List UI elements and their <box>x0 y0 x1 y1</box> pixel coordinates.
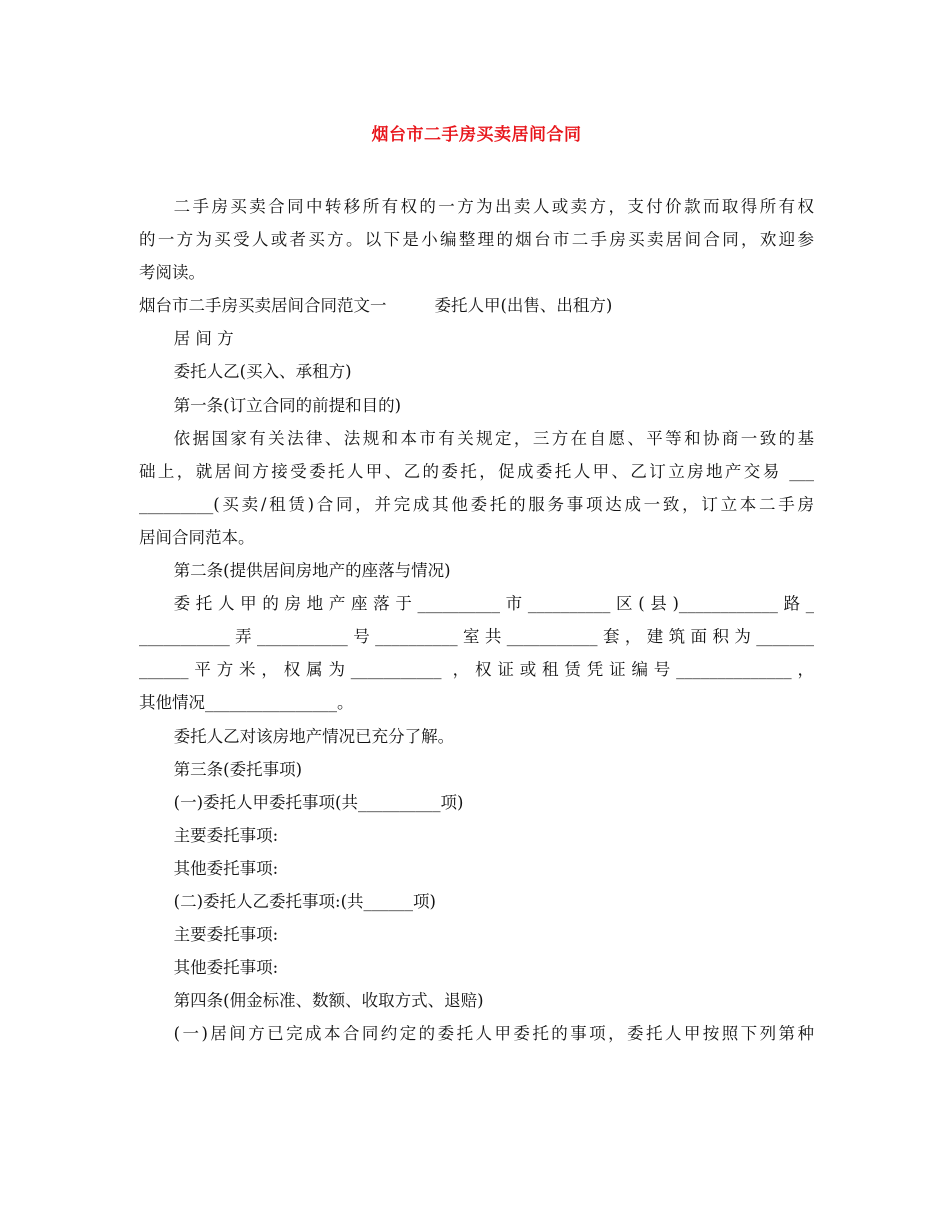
article-2-line-4: 其他情况________________。 <box>139 693 354 713</box>
article-3-other-2: 其他委托事项: <box>173 958 279 978</box>
article-3-other-1: 其他委托事项: <box>173 858 279 878</box>
article-1-line-1: 依据国家有关法律、法规和本市有关规定，三方在自愿、平等和协商一致的基 <box>173 428 814 448</box>
article-2-line-1: 委托人甲的房地产座落于__________市__________区(县)____________路_ <box>173 594 814 614</box>
intermediary-label: 居 间 方 <box>173 329 234 349</box>
intro-line-2: 的一方为买受人或者买方。以下是小编整理的烟台市二手房买卖居间合同，欢迎参 <box>139 230 814 250</box>
intro-line-3: 考阅读。 <box>139 263 205 283</box>
article-3-item-2: (二)委托人乙委托事项:(共______项) <box>173 891 436 911</box>
party-b-label: 委托人乙(买入、承租方) <box>173 362 352 382</box>
article-3-main-2: 主要委托事项: <box>173 925 279 945</box>
sample-heading-row <box>139 289 814 322</box>
article-1-title: 第一条(订立合同的前提和目的) <box>173 395 402 415</box>
article-2-title: 第二条(提供居间房地产的座落与情况) <box>173 561 451 581</box>
article-2-line-2: ___________弄___________号__________室共___________套，建筑面积为_______ <box>139 627 814 647</box>
article-3-title: 第三条(委托事项) <box>173 759 303 779</box>
article-4-line-1: (一)居间方已完成本合同约定的委托人甲委托的事项，委托人甲按照下列第种 <box>173 1024 814 1044</box>
party-a-label: 委托人甲(出售、出租方) <box>434 296 613 316</box>
document-body <box>139 190 814 1050</box>
article-1-line-2: 础上，就居间方接受委托人甲、乙的委托，促成委托人甲、乙订立房地产交易 ___ <box>139 461 814 481</box>
article-2-line-3: ______平方米，权属为___________ ，权证或租赁凭证编号______________， <box>139 660 814 680</box>
article-3-main-1: 主要委托事项: <box>173 825 279 845</box>
article-1-line-3: _________(买卖/租赁)合同，并完成其他委托的服务事项达成一致，订立本二手房 <box>139 494 814 514</box>
article-4-title: 第四条(佣金标准、数额、收取方式、退赔) <box>173 991 484 1011</box>
article-2-note: 委托人乙对该房地产情况已充分了解。 <box>173 726 455 746</box>
intro-line-1: 二手房买卖合同中转移所有权的一方为出卖人或卖方，支付价款而取得所有权 <box>173 197 814 216</box>
sample-heading: 烟台市二手房买卖居间合同范文一 <box>139 296 387 316</box>
article-3-item-1: (一)委托人甲委托事项(共__________项) <box>173 792 464 812</box>
article-1-line-4: 居间合同范本。 <box>139 527 255 547</box>
document-title: 烟台市二手房买卖居间合同 <box>371 125 582 145</box>
